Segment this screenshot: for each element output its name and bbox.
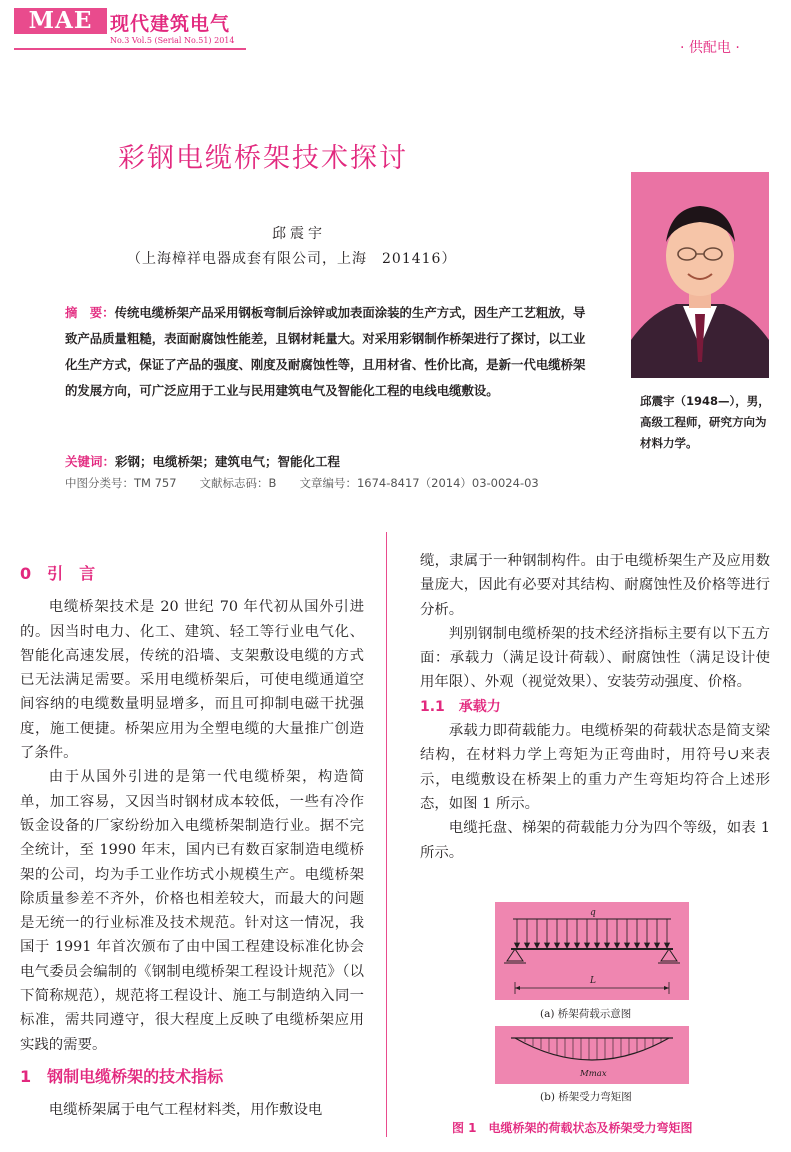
- paragraph: 电缆桥架技术是 20 世纪 70 年代初从国外引进的。因当时电力、化工、建筑、轻工等行业电气化、智能化高速发展，传统的沿墙、支架敷设电缆的方式已无法满足需要。采用电缆桥架后，可使电缆通道空间容纳的电缆数量明显增多，而且可抑制电磁干扰强度，施工便捷。桥架应用为全塑电缆的大量推广创造了条件。: [20, 599, 364, 762]
- abstract-text: 传统电缆桥架产品采用钢板弯制后涂锌或加表面涂装的生产方式，因生产工艺粗放，导致产品质量粗糙，表面耐腐蚀性能差，且钢材耗量大。对采用彩钢制作桥架进行了探讨，以工业化生产方式，保证了产品的强度、刚度及耐腐蚀性等，且用材省、性价比高，是新一代电缆桥架的发展方向，可广泛应用于工业与民用建筑电气及智能化工程的电线电缆敷设。: [65, 305, 586, 398]
- right-column: [420, 549, 770, 865]
- figure-caption-a: (a) 桥架荷载示意图: [540, 1008, 632, 1020]
- heading-section-1: 1 钢制电缆桥架的技术指标: [20, 1066, 224, 1086]
- journal-name: 现代建筑电气: [110, 13, 231, 35]
- figure-load-diagram: [495, 902, 689, 1000]
- heading-section-1-1: 1.1 承载力: [420, 698, 501, 715]
- author-bio: 邱震宇（1948—），男，高级工程师，研究方向为材料力学。: [640, 394, 770, 450]
- paragraph: 判别钢制电缆桥架的技术经济指标主要有以下五方面：承载力（满足设计荷载）、耐腐蚀性（满足设计使用年限）、外观（视觉效果）、安装劳动强度、价格。: [420, 625, 770, 691]
- heading-introduction: 0 引 言: [20, 564, 96, 583]
- figure-caption: 图 1 电缆桥架的荷载状态及桥架受力弯矩图: [452, 1121, 693, 1135]
- abstract: [65, 300, 587, 404]
- header-rule: [14, 48, 246, 50]
- author-photo: [631, 172, 769, 378]
- abstract-label: 摘 要：: [65, 305, 115, 320]
- paragraph: 电缆托盘、梯架的荷载能力分为四个等级，如表 1 所示。: [420, 820, 770, 861]
- moment-max-label: Mmax: [580, 1069, 607, 1079]
- section-tag: · 供配电 ·: [680, 40, 740, 56]
- paragraph: 缆，隶属于一种钢制构件。由于电缆桥架生产及应用数量庞大，因此有必要对其结构、耐腐蚀性及价格等进行分析。: [420, 553, 770, 618]
- figure-moment-diagram: [495, 1026, 689, 1084]
- classification-line: 中图分类号：TM 757 文献标志码：B 文章编号：1674-8417（2014）03-0024-03: [65, 476, 539, 490]
- paragraph: 承载力即荷载能力。电缆桥架的荷载状态是简支梁结构，在材料力学上弯矩为正弯曲时，用符号∪来表示，电缆敷设在桥架上的重力产生弯矩均符合上述形态，如图 1 所示。: [420, 723, 770, 812]
- load-q-label: q: [590, 908, 596, 918]
- column-divider: [386, 532, 387, 1137]
- journal-logo: MAE: [14, 8, 107, 34]
- article-title: 彩钢电缆桥架技术探讨: [118, 143, 408, 174]
- affiliation: （上海樟祥电器成套有限公司，上海 201416）: [127, 251, 457, 267]
- paragraph: 由于从国外引进的是第一代电缆桥架，构造简单，加工容易，又因当时钢材成本较低，一些有冷作钣金设备的厂家纷纷加入电缆桥架制造行业。据不完全统计，至 1990 年末，国内已有数百家制造电缆桥架的公司，均为手工业作坊式小规模生产。电缆桥架除质量参差不齐外，价格也相差较大，而最大的问题是无统一的行业标准及技术规范。针对这一情况，我国于 1991 年首次颁布了由中国工程建设标准化协会电气委员会编制的《钢制电缆桥架工程设计规范》（以下简称规范），规范将工程设计、施工与制造纳入同一标准，需共同遵守，很大程度上反映了电缆桥架应用实践的需要。: [20, 769, 364, 1053]
- left-column: [20, 562, 364, 1123]
- paragraph: 电缆桥架属于电气工程材料类，用作敷设电: [48, 1102, 323, 1119]
- keywords-label: 关键词：: [65, 454, 116, 469]
- author-name: 邱震宇: [272, 226, 326, 242]
- issue-info: No.3 Vol.5 (Serial No.51) 2014: [110, 36, 235, 45]
- keywords: [65, 452, 340, 470]
- keywords-text: 彩钢；电缆桥架；建筑电气；智能化工程: [115, 454, 341, 469]
- span-l-label: L: [590, 976, 596, 986]
- figure-caption-b: (b) 桥架受力弯矩图: [540, 1091, 632, 1103]
